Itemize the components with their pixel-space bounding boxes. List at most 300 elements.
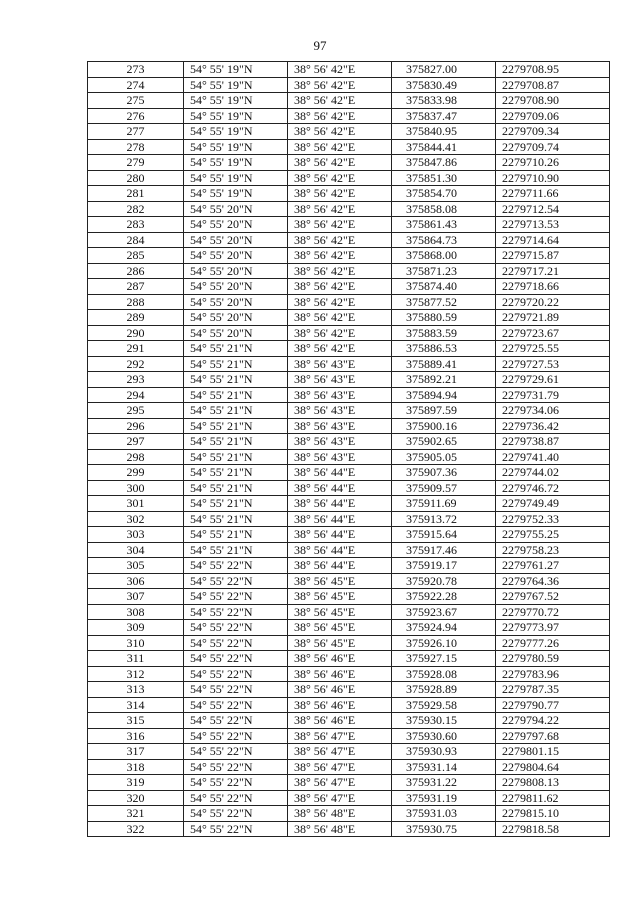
y-coordinate-cell: 2279773.97 xyxy=(496,620,610,636)
x-coordinate-cell: 375837.47 xyxy=(392,108,496,124)
longitude-cell: 38° 56' 42"E xyxy=(288,170,392,186)
y-coordinate-cell: 2279714.64 xyxy=(496,232,610,248)
y-coordinate-cell: 2279723.67 xyxy=(496,325,610,341)
x-coordinate-cell: 375905.05 xyxy=(392,449,496,465)
latitude-cell: 54° 55' 20"N xyxy=(184,279,288,295)
y-coordinate-cell: 2279710.90 xyxy=(496,170,610,186)
x-coordinate-cell: 375854.70 xyxy=(392,186,496,202)
table-row xyxy=(88,155,610,171)
latitude-cell: 54° 55' 21"N xyxy=(184,434,288,450)
y-coordinate-cell: 2279734.06 xyxy=(496,403,610,419)
y-coordinate-cell: 2279794.22 xyxy=(496,713,610,729)
point-number-cell: 317 xyxy=(88,744,184,760)
x-coordinate-cell: 375897.59 xyxy=(392,403,496,419)
x-coordinate-cell: 375861.43 xyxy=(392,217,496,233)
table-row xyxy=(88,666,610,682)
table-row xyxy=(88,232,610,248)
x-coordinate-cell: 375902.65 xyxy=(392,434,496,450)
point-number-cell: 291 xyxy=(88,341,184,357)
longitude-cell: 38° 56' 42"E xyxy=(288,263,392,279)
x-coordinate-cell: 375913.72 xyxy=(392,511,496,527)
x-coordinate-cell: 375868.00 xyxy=(392,248,496,264)
point-number-cell: 284 xyxy=(88,232,184,248)
x-coordinate-cell: 375858.08 xyxy=(392,201,496,217)
latitude-cell: 54° 55' 22"N xyxy=(184,620,288,636)
table-row xyxy=(88,325,610,341)
coordinates-table-body xyxy=(88,62,610,837)
latitude-cell: 54° 55' 20"N xyxy=(184,294,288,310)
table-row xyxy=(88,217,610,233)
x-coordinate-cell: 375919.17 xyxy=(392,558,496,574)
x-coordinate-cell: 375840.95 xyxy=(392,124,496,140)
point-number-cell: 292 xyxy=(88,356,184,372)
x-coordinate-cell: 375928.89 xyxy=(392,682,496,698)
longitude-cell: 38° 56' 42"E xyxy=(288,310,392,326)
table-row xyxy=(88,775,610,791)
latitude-cell: 54° 55' 21"N xyxy=(184,542,288,558)
longitude-cell: 38° 56' 44"E xyxy=(288,511,392,527)
point-number-cell: 293 xyxy=(88,372,184,388)
point-number-cell: 304 xyxy=(88,542,184,558)
latitude-cell: 54° 55' 22"N xyxy=(184,806,288,822)
y-coordinate-cell: 2279712.54 xyxy=(496,201,610,217)
y-coordinate-cell: 2279708.87 xyxy=(496,77,610,93)
latitude-cell: 54° 55' 22"N xyxy=(184,775,288,791)
point-number-cell: 286 xyxy=(88,263,184,279)
latitude-cell: 54° 55' 19"N xyxy=(184,108,288,124)
longitude-cell: 38° 56' 44"E xyxy=(288,480,392,496)
latitude-cell: 54° 55' 21"N xyxy=(184,449,288,465)
longitude-cell: 38° 56' 44"E xyxy=(288,527,392,543)
x-coordinate-cell: 375851.30 xyxy=(392,170,496,186)
y-coordinate-cell: 2279818.58 xyxy=(496,821,610,837)
x-coordinate-cell: 375874.40 xyxy=(392,279,496,295)
y-coordinate-cell: 2279710.26 xyxy=(496,155,610,171)
y-coordinate-cell: 2279815.10 xyxy=(496,806,610,822)
point-number-cell: 309 xyxy=(88,620,184,636)
x-coordinate-cell: 375830.49 xyxy=(392,77,496,93)
table-row xyxy=(88,387,610,403)
longitude-cell: 38° 56' 45"E xyxy=(288,589,392,605)
point-number-cell: 320 xyxy=(88,790,184,806)
latitude-cell: 54° 55' 21"N xyxy=(184,356,288,372)
latitude-cell: 54° 55' 22"N xyxy=(184,651,288,667)
point-number-cell: 273 xyxy=(88,62,184,78)
x-coordinate-cell: 375930.60 xyxy=(392,728,496,744)
x-coordinate-cell: 375886.53 xyxy=(392,341,496,357)
longitude-cell: 38° 56' 43"E xyxy=(288,449,392,465)
table-row xyxy=(88,713,610,729)
table-row xyxy=(88,449,610,465)
latitude-cell: 54° 55' 19"N xyxy=(184,77,288,93)
x-coordinate-cell: 375915.64 xyxy=(392,527,496,543)
table-row xyxy=(88,310,610,326)
point-number-cell: 321 xyxy=(88,806,184,822)
table-row xyxy=(88,651,610,667)
table-row xyxy=(88,62,610,78)
longitude-cell: 38° 56' 43"E xyxy=(288,418,392,434)
point-number-cell: 282 xyxy=(88,201,184,217)
latitude-cell: 54° 55' 22"N xyxy=(184,821,288,837)
y-coordinate-cell: 2279738.87 xyxy=(496,434,610,450)
x-coordinate-cell: 375871.23 xyxy=(392,263,496,279)
longitude-cell: 38° 56' 45"E xyxy=(288,635,392,651)
y-coordinate-cell: 2279736.42 xyxy=(496,418,610,434)
x-coordinate-cell: 375931.19 xyxy=(392,790,496,806)
y-coordinate-cell: 2279777.26 xyxy=(496,635,610,651)
latitude-cell: 54° 55' 22"N xyxy=(184,759,288,775)
point-number-cell: 319 xyxy=(88,775,184,791)
table-row xyxy=(88,682,610,698)
table-row xyxy=(88,139,610,155)
point-number-cell: 290 xyxy=(88,325,184,341)
table-row xyxy=(88,728,610,744)
x-coordinate-cell: 375929.58 xyxy=(392,697,496,713)
y-coordinate-cell: 2279717.21 xyxy=(496,263,610,279)
point-number-cell: 281 xyxy=(88,186,184,202)
latitude-cell: 54° 55' 21"N xyxy=(184,387,288,403)
longitude-cell: 38° 56' 43"E xyxy=(288,434,392,450)
coordinates-table xyxy=(87,61,610,837)
latitude-cell: 54° 55' 19"N xyxy=(184,62,288,78)
point-number-cell: 313 xyxy=(88,682,184,698)
longitude-cell: 38° 56' 47"E xyxy=(288,790,392,806)
table-row xyxy=(88,248,610,264)
latitude-cell: 54° 55' 22"N xyxy=(184,728,288,744)
longitude-cell: 38° 56' 47"E xyxy=(288,759,392,775)
latitude-cell: 54° 55' 21"N xyxy=(184,496,288,512)
point-number-cell: 308 xyxy=(88,604,184,620)
point-number-cell: 315 xyxy=(88,713,184,729)
table-row xyxy=(88,170,610,186)
point-number-cell: 318 xyxy=(88,759,184,775)
point-number-cell: 300 xyxy=(88,480,184,496)
x-coordinate-cell: 375930.15 xyxy=(392,713,496,729)
table-row xyxy=(88,434,610,450)
table-row xyxy=(88,356,610,372)
longitude-cell: 38° 56' 44"E xyxy=(288,542,392,558)
y-coordinate-cell: 2279711.66 xyxy=(496,186,610,202)
longitude-cell: 38° 56' 42"E xyxy=(288,201,392,217)
y-coordinate-cell: 2279752.33 xyxy=(496,511,610,527)
point-number-cell: 276 xyxy=(88,108,184,124)
table-row xyxy=(88,558,610,574)
y-coordinate-cell: 2279808.13 xyxy=(496,775,610,791)
latitude-cell: 54° 55' 22"N xyxy=(184,589,288,605)
longitude-cell: 38° 56' 42"E xyxy=(288,186,392,202)
x-coordinate-cell: 375917.46 xyxy=(392,542,496,558)
point-number-cell: 306 xyxy=(88,573,184,589)
latitude-cell: 54° 55' 20"N xyxy=(184,232,288,248)
longitude-cell: 38° 56' 42"E xyxy=(288,108,392,124)
longitude-cell: 38° 56' 44"E xyxy=(288,558,392,574)
y-coordinate-cell: 2279715.87 xyxy=(496,248,610,264)
longitude-cell: 38° 56' 45"E xyxy=(288,604,392,620)
y-coordinate-cell: 2279797.68 xyxy=(496,728,610,744)
latitude-cell: 54° 55' 22"N xyxy=(184,697,288,713)
point-number-cell: 314 xyxy=(88,697,184,713)
x-coordinate-cell: 375909.57 xyxy=(392,480,496,496)
longitude-cell: 38° 56' 46"E xyxy=(288,682,392,698)
latitude-cell: 54° 55' 19"N xyxy=(184,124,288,140)
longitude-cell: 38° 56' 42"E xyxy=(288,294,392,310)
y-coordinate-cell: 2279731.79 xyxy=(496,387,610,403)
y-coordinate-cell: 2279761.27 xyxy=(496,558,610,574)
x-coordinate-cell: 375911.69 xyxy=(392,496,496,512)
latitude-cell: 54° 55' 22"N xyxy=(184,790,288,806)
longitude-cell: 38° 56' 42"E xyxy=(288,155,392,171)
latitude-cell: 54° 55' 22"N xyxy=(184,635,288,651)
latitude-cell: 54° 55' 20"N xyxy=(184,325,288,341)
table-row xyxy=(88,573,610,589)
x-coordinate-cell: 375923.67 xyxy=(392,604,496,620)
x-coordinate-cell: 375907.36 xyxy=(392,465,496,481)
latitude-cell: 54° 55' 21"N xyxy=(184,527,288,543)
page-number: 97 xyxy=(313,38,327,53)
x-coordinate-cell: 375877.52 xyxy=(392,294,496,310)
table-row xyxy=(88,279,610,295)
y-coordinate-cell: 2279801.15 xyxy=(496,744,610,760)
y-coordinate-cell: 2279746.72 xyxy=(496,480,610,496)
point-number-cell: 279 xyxy=(88,155,184,171)
table-row xyxy=(88,418,610,434)
point-number-cell: 297 xyxy=(88,434,184,450)
latitude-cell: 54° 55' 21"N xyxy=(184,465,288,481)
y-coordinate-cell: 2279729.61 xyxy=(496,372,610,388)
longitude-cell: 38° 56' 45"E xyxy=(288,573,392,589)
latitude-cell: 54° 55' 21"N xyxy=(184,372,288,388)
y-coordinate-cell: 2279709.34 xyxy=(496,124,610,140)
x-coordinate-cell: 375922.28 xyxy=(392,589,496,605)
y-coordinate-cell: 2279811.62 xyxy=(496,790,610,806)
latitude-cell: 54° 55' 20"N xyxy=(184,217,288,233)
longitude-cell: 38° 56' 44"E xyxy=(288,496,392,512)
x-coordinate-cell: 375880.59 xyxy=(392,310,496,326)
x-coordinate-cell: 375930.93 xyxy=(392,744,496,760)
table-row xyxy=(88,496,610,512)
y-coordinate-cell: 2279708.90 xyxy=(496,93,610,109)
point-number-cell: 303 xyxy=(88,527,184,543)
latitude-cell: 54° 55' 22"N xyxy=(184,682,288,698)
latitude-cell: 54° 55' 21"N xyxy=(184,341,288,357)
latitude-cell: 54° 55' 20"N xyxy=(184,263,288,279)
point-number-cell: 277 xyxy=(88,124,184,140)
table-row xyxy=(88,697,610,713)
point-number-cell: 283 xyxy=(88,217,184,233)
table-row xyxy=(88,77,610,93)
point-number-cell: 322 xyxy=(88,821,184,837)
point-number-cell: 280 xyxy=(88,170,184,186)
table-row xyxy=(88,341,610,357)
x-coordinate-cell: 375931.14 xyxy=(392,759,496,775)
latitude-cell: 54° 55' 19"N xyxy=(184,93,288,109)
longitude-cell: 38° 56' 46"E xyxy=(288,713,392,729)
point-number-cell: 312 xyxy=(88,666,184,682)
longitude-cell: 38° 56' 47"E xyxy=(288,728,392,744)
y-coordinate-cell: 2279770.72 xyxy=(496,604,610,620)
y-coordinate-cell: 2279787.35 xyxy=(496,682,610,698)
table-row xyxy=(88,635,610,651)
point-number-cell: 288 xyxy=(88,294,184,310)
longitude-cell: 38° 56' 42"E xyxy=(288,139,392,155)
longitude-cell: 38° 56' 42"E xyxy=(288,232,392,248)
point-number-cell: 285 xyxy=(88,248,184,264)
x-coordinate-cell: 375894.94 xyxy=(392,387,496,403)
x-coordinate-cell: 375926.10 xyxy=(392,635,496,651)
longitude-cell: 38° 56' 42"E xyxy=(288,93,392,109)
y-coordinate-cell: 2279725.55 xyxy=(496,341,610,357)
longitude-cell: 38° 56' 45"E xyxy=(288,620,392,636)
point-number-cell: 302 xyxy=(88,511,184,527)
y-coordinate-cell: 2279709.74 xyxy=(496,139,610,155)
longitude-cell: 38° 56' 43"E xyxy=(288,372,392,388)
point-number-cell: 274 xyxy=(88,77,184,93)
table-row xyxy=(88,108,610,124)
y-coordinate-cell: 2279709.06 xyxy=(496,108,610,124)
y-coordinate-cell: 2279708.95 xyxy=(496,62,610,78)
latitude-cell: 54° 55' 21"N xyxy=(184,511,288,527)
x-coordinate-cell: 375931.22 xyxy=(392,775,496,791)
longitude-cell: 38° 56' 43"E xyxy=(288,403,392,419)
y-coordinate-cell: 2279755.25 xyxy=(496,527,610,543)
x-coordinate-cell: 375924.94 xyxy=(392,620,496,636)
point-number-cell: 296 xyxy=(88,418,184,434)
x-coordinate-cell: 375920.78 xyxy=(392,573,496,589)
point-number-cell: 275 xyxy=(88,93,184,109)
table-row xyxy=(88,186,610,202)
table-row xyxy=(88,527,610,543)
latitude-cell: 54° 55' 21"N xyxy=(184,480,288,496)
point-number-cell: 295 xyxy=(88,403,184,419)
longitude-cell: 38° 56' 44"E xyxy=(288,465,392,481)
x-coordinate-cell: 375889.41 xyxy=(392,356,496,372)
point-number-cell: 305 xyxy=(88,558,184,574)
longitude-cell: 38° 56' 42"E xyxy=(288,217,392,233)
longitude-cell: 38° 56' 42"E xyxy=(288,124,392,140)
latitude-cell: 54° 55' 19"N xyxy=(184,186,288,202)
y-coordinate-cell: 2279783.96 xyxy=(496,666,610,682)
table-row xyxy=(88,403,610,419)
y-coordinate-cell: 2279758.23 xyxy=(496,542,610,558)
x-coordinate-cell: 375928.08 xyxy=(392,666,496,682)
longitude-cell: 38° 56' 43"E xyxy=(288,356,392,372)
table-row xyxy=(88,821,610,837)
table-row xyxy=(88,759,610,775)
x-coordinate-cell: 375883.59 xyxy=(392,325,496,341)
longitude-cell: 38° 56' 42"E xyxy=(288,77,392,93)
x-coordinate-cell: 375892.21 xyxy=(392,372,496,388)
x-coordinate-cell: 375931.03 xyxy=(392,806,496,822)
latitude-cell: 54° 55' 20"N xyxy=(184,310,288,326)
x-coordinate-cell: 375827.00 xyxy=(392,62,496,78)
table-row xyxy=(88,589,610,605)
point-number-cell: 311 xyxy=(88,651,184,667)
latitude-cell: 54° 55' 22"N xyxy=(184,604,288,620)
longitude-cell: 38° 56' 48"E xyxy=(288,821,392,837)
point-number-cell: 294 xyxy=(88,387,184,403)
longitude-cell: 38° 56' 46"E xyxy=(288,651,392,667)
longitude-cell: 38° 56' 42"E xyxy=(288,62,392,78)
longitude-cell: 38° 56' 47"E xyxy=(288,744,392,760)
y-coordinate-cell: 2279749.49 xyxy=(496,496,610,512)
longitude-cell: 38° 56' 48"E xyxy=(288,806,392,822)
latitude-cell: 54° 55' 20"N xyxy=(184,248,288,264)
table-row xyxy=(88,806,610,822)
x-coordinate-cell: 375927.15 xyxy=(392,651,496,667)
point-number-cell: 310 xyxy=(88,635,184,651)
table-row xyxy=(88,511,610,527)
y-coordinate-cell: 2279780.59 xyxy=(496,651,610,667)
latitude-cell: 54° 55' 22"N xyxy=(184,666,288,682)
latitude-cell: 54° 55' 21"N xyxy=(184,403,288,419)
table-row xyxy=(88,263,610,279)
y-coordinate-cell: 2279727.53 xyxy=(496,356,610,372)
y-coordinate-cell: 2279790.77 xyxy=(496,697,610,713)
point-number-cell: 289 xyxy=(88,310,184,326)
latitude-cell: 54° 55' 22"N xyxy=(184,744,288,760)
point-number-cell: 307 xyxy=(88,589,184,605)
longitude-cell: 38° 56' 47"E xyxy=(288,775,392,791)
y-coordinate-cell: 2279741.40 xyxy=(496,449,610,465)
point-number-cell: 301 xyxy=(88,496,184,512)
table-row xyxy=(88,372,610,388)
latitude-cell: 54° 55' 22"N xyxy=(184,573,288,589)
x-coordinate-cell: 375900.16 xyxy=(392,418,496,434)
y-coordinate-cell: 2279721.89 xyxy=(496,310,610,326)
x-coordinate-cell: 375930.75 xyxy=(392,821,496,837)
latitude-cell: 54° 55' 19"N xyxy=(184,139,288,155)
longitude-cell: 38° 56' 42"E xyxy=(288,341,392,357)
latitude-cell: 54° 55' 19"N xyxy=(184,155,288,171)
table-row xyxy=(88,465,610,481)
point-number-cell: 299 xyxy=(88,465,184,481)
y-coordinate-cell: 2279767.52 xyxy=(496,589,610,605)
latitude-cell: 54° 55' 19"N xyxy=(184,170,288,186)
table-row xyxy=(88,542,610,558)
latitude-cell: 54° 55' 21"N xyxy=(184,418,288,434)
table-row xyxy=(88,604,610,620)
x-coordinate-cell: 375833.98 xyxy=(392,93,496,109)
table-row xyxy=(88,124,610,140)
x-coordinate-cell: 375864.73 xyxy=(392,232,496,248)
y-coordinate-cell: 2279718.66 xyxy=(496,279,610,295)
table-row xyxy=(88,480,610,496)
point-number-cell: 278 xyxy=(88,139,184,155)
y-coordinate-cell: 2279744.02 xyxy=(496,465,610,481)
table-row xyxy=(88,620,610,636)
y-coordinate-cell: 2279804.64 xyxy=(496,759,610,775)
y-coordinate-cell: 2279764.36 xyxy=(496,573,610,589)
longitude-cell: 38° 56' 46"E xyxy=(288,666,392,682)
x-coordinate-cell: 375844.41 xyxy=(392,139,496,155)
table-row xyxy=(88,93,610,109)
longitude-cell: 38° 56' 42"E xyxy=(288,279,392,295)
point-number-cell: 298 xyxy=(88,449,184,465)
point-number-cell: 287 xyxy=(88,279,184,295)
x-coordinate-cell: 375847.86 xyxy=(392,155,496,171)
table-row xyxy=(88,790,610,806)
table-row xyxy=(88,201,610,217)
y-coordinate-cell: 2279713.53 xyxy=(496,217,610,233)
latitude-cell: 54° 55' 20"N xyxy=(184,201,288,217)
longitude-cell: 38° 56' 42"E xyxy=(288,325,392,341)
longitude-cell: 38° 56' 46"E xyxy=(288,697,392,713)
table-row xyxy=(88,294,610,310)
point-number-cell: 316 xyxy=(88,728,184,744)
longitude-cell: 38° 56' 43"E xyxy=(288,387,392,403)
latitude-cell: 54° 55' 22"N xyxy=(184,558,288,574)
latitude-cell: 54° 55' 22"N xyxy=(184,713,288,729)
